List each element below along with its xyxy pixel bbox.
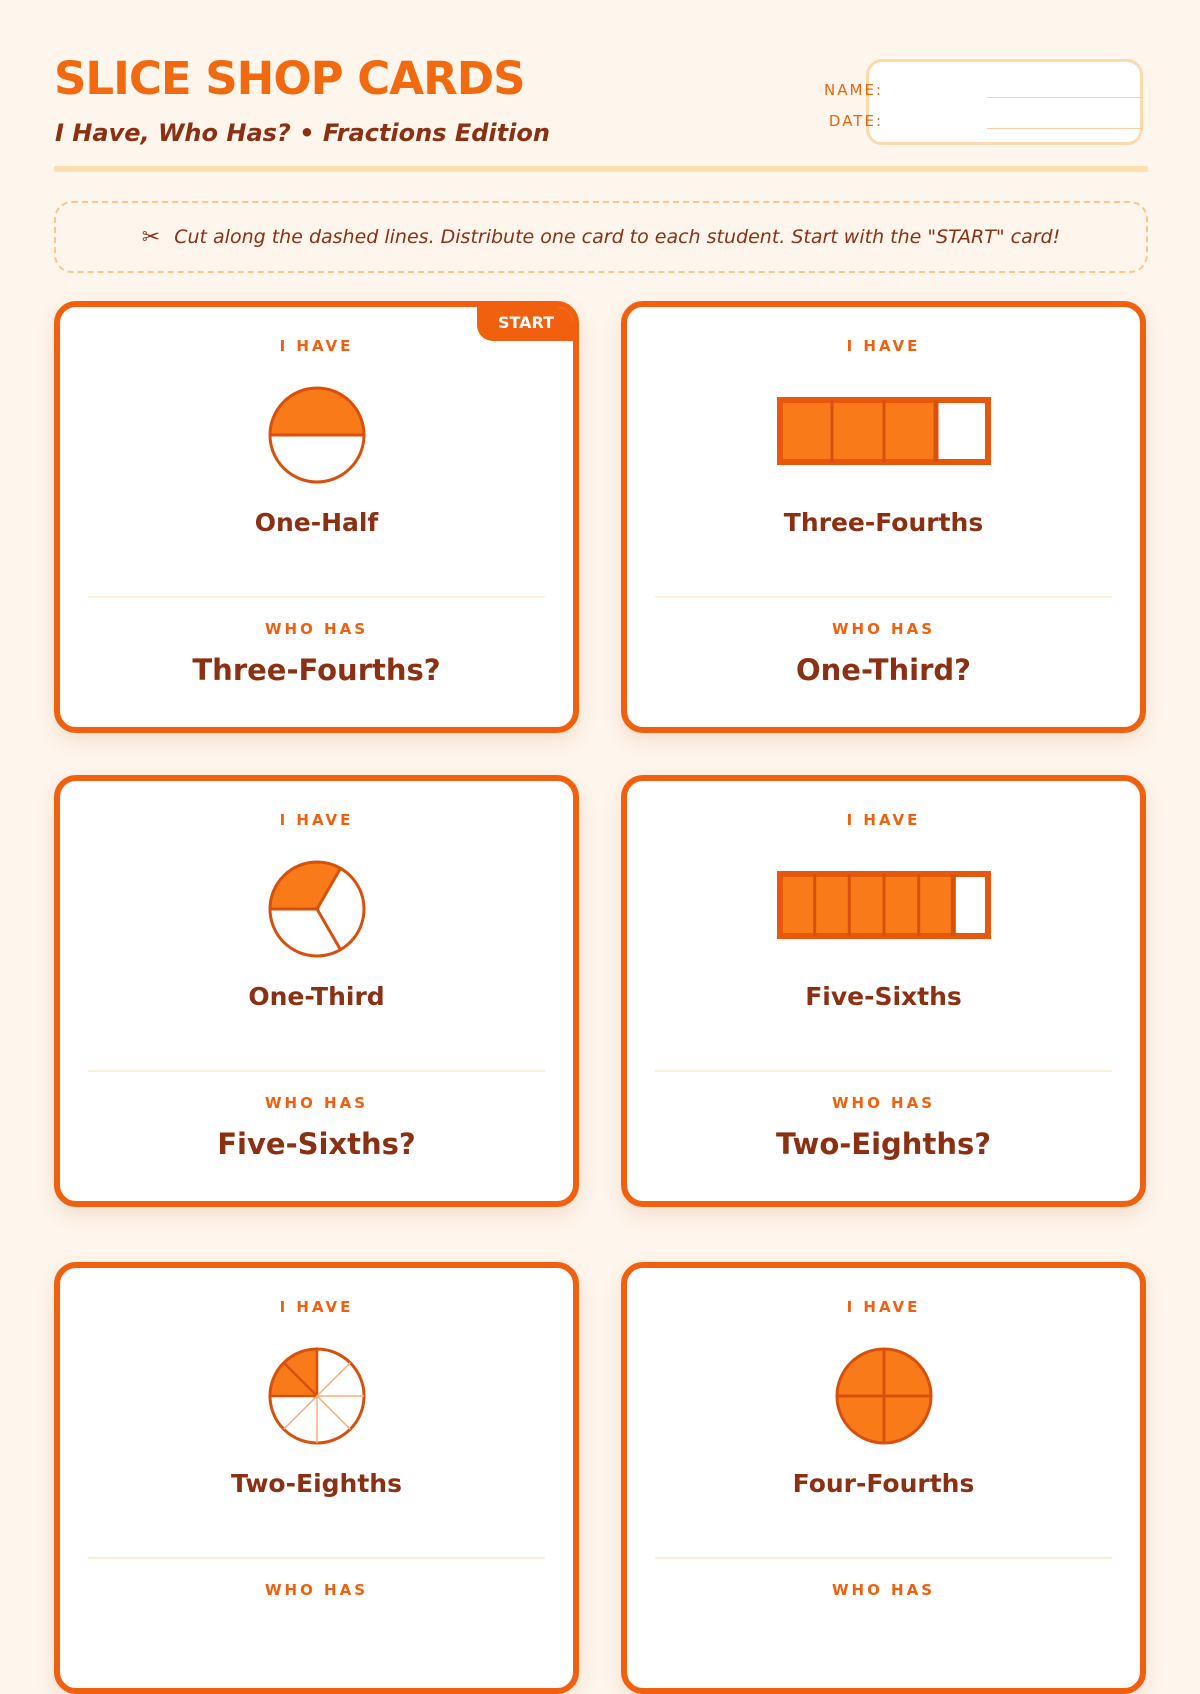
i-have-label: I HAVE xyxy=(846,337,921,355)
have-value: Three-Fourths xyxy=(783,508,984,537)
page-subtitle: I Have, Who Has? • Fractions Edition xyxy=(55,119,550,147)
fraction-bar-icon xyxy=(777,871,991,939)
start-badge: START xyxy=(477,305,575,341)
fraction-visual xyxy=(60,1346,573,1450)
have-value: Four-Fourths xyxy=(792,1469,975,1498)
eighths-circle-icon xyxy=(267,1346,367,1446)
i-have-label: I HAVE xyxy=(846,1298,921,1316)
header-divider xyxy=(54,166,1148,172)
fraction-visual xyxy=(60,859,573,963)
scissors-icon: ✂ xyxy=(141,224,161,250)
who-has-label: WHO HAS xyxy=(831,1094,936,1112)
card-one-third xyxy=(54,775,579,1207)
fraction-visual xyxy=(627,385,1140,469)
half-circle-icon xyxy=(267,385,367,485)
have-value: One-Third xyxy=(248,982,385,1011)
fraction-bar-icon xyxy=(777,397,991,465)
who-has-value: Two-Eighths? xyxy=(775,1127,992,1161)
who-has-value: Five-Sixths? xyxy=(217,1127,416,1161)
card-divider xyxy=(88,1557,545,1559)
card-divider xyxy=(655,1070,1112,1072)
card-one-half xyxy=(54,301,579,733)
name-field[interactable] xyxy=(987,97,1143,98)
who-has-label: WHO HAS xyxy=(264,620,369,638)
fraction-visual xyxy=(60,385,573,489)
i-have-label: I HAVE xyxy=(279,337,354,355)
who-has-label: WHO HAS xyxy=(264,1094,369,1112)
card-divider xyxy=(655,596,1112,598)
full-circle-icon xyxy=(834,1346,934,1446)
i-have-label: I HAVE xyxy=(279,811,354,829)
have-value: Two-Eighths xyxy=(231,1469,402,1498)
who-has-value: One-Third? xyxy=(796,653,971,687)
card-four-fourths xyxy=(621,1262,1146,1694)
date-label: DATE: xyxy=(828,112,883,130)
who-has-label: WHO HAS xyxy=(264,1581,369,1599)
card-divider xyxy=(655,1557,1112,1559)
third-circle-icon xyxy=(267,859,367,959)
name-date-box xyxy=(824,59,1143,145)
card-divider xyxy=(88,596,545,598)
who-has-label: WHO HAS xyxy=(831,620,936,638)
card-divider xyxy=(88,1070,545,1072)
page-title: SLICE SHOP CARDS xyxy=(54,52,525,105)
instructions-text: Cut along the dashed lines. Distribute one card to each student. Start with the "START" card! xyxy=(174,226,1061,248)
who-has-value: Three-Fourths? xyxy=(192,653,441,687)
name-label: NAME: xyxy=(824,81,883,99)
instructions-box xyxy=(54,201,1148,273)
have-value: One-Half xyxy=(254,508,379,537)
who-has-label: WHO HAS xyxy=(831,1581,936,1599)
date-field[interactable] xyxy=(987,128,1143,129)
card-two-eighths xyxy=(54,1262,579,1694)
fraction-visual xyxy=(627,1346,1140,1450)
have-value: Five-Sixths xyxy=(805,982,962,1011)
card-five-sixths xyxy=(621,775,1146,1207)
i-have-label: I HAVE xyxy=(846,811,921,829)
fraction-visual xyxy=(627,859,1140,943)
card-three-fourths xyxy=(621,301,1146,733)
i-have-label: I HAVE xyxy=(279,1298,354,1316)
